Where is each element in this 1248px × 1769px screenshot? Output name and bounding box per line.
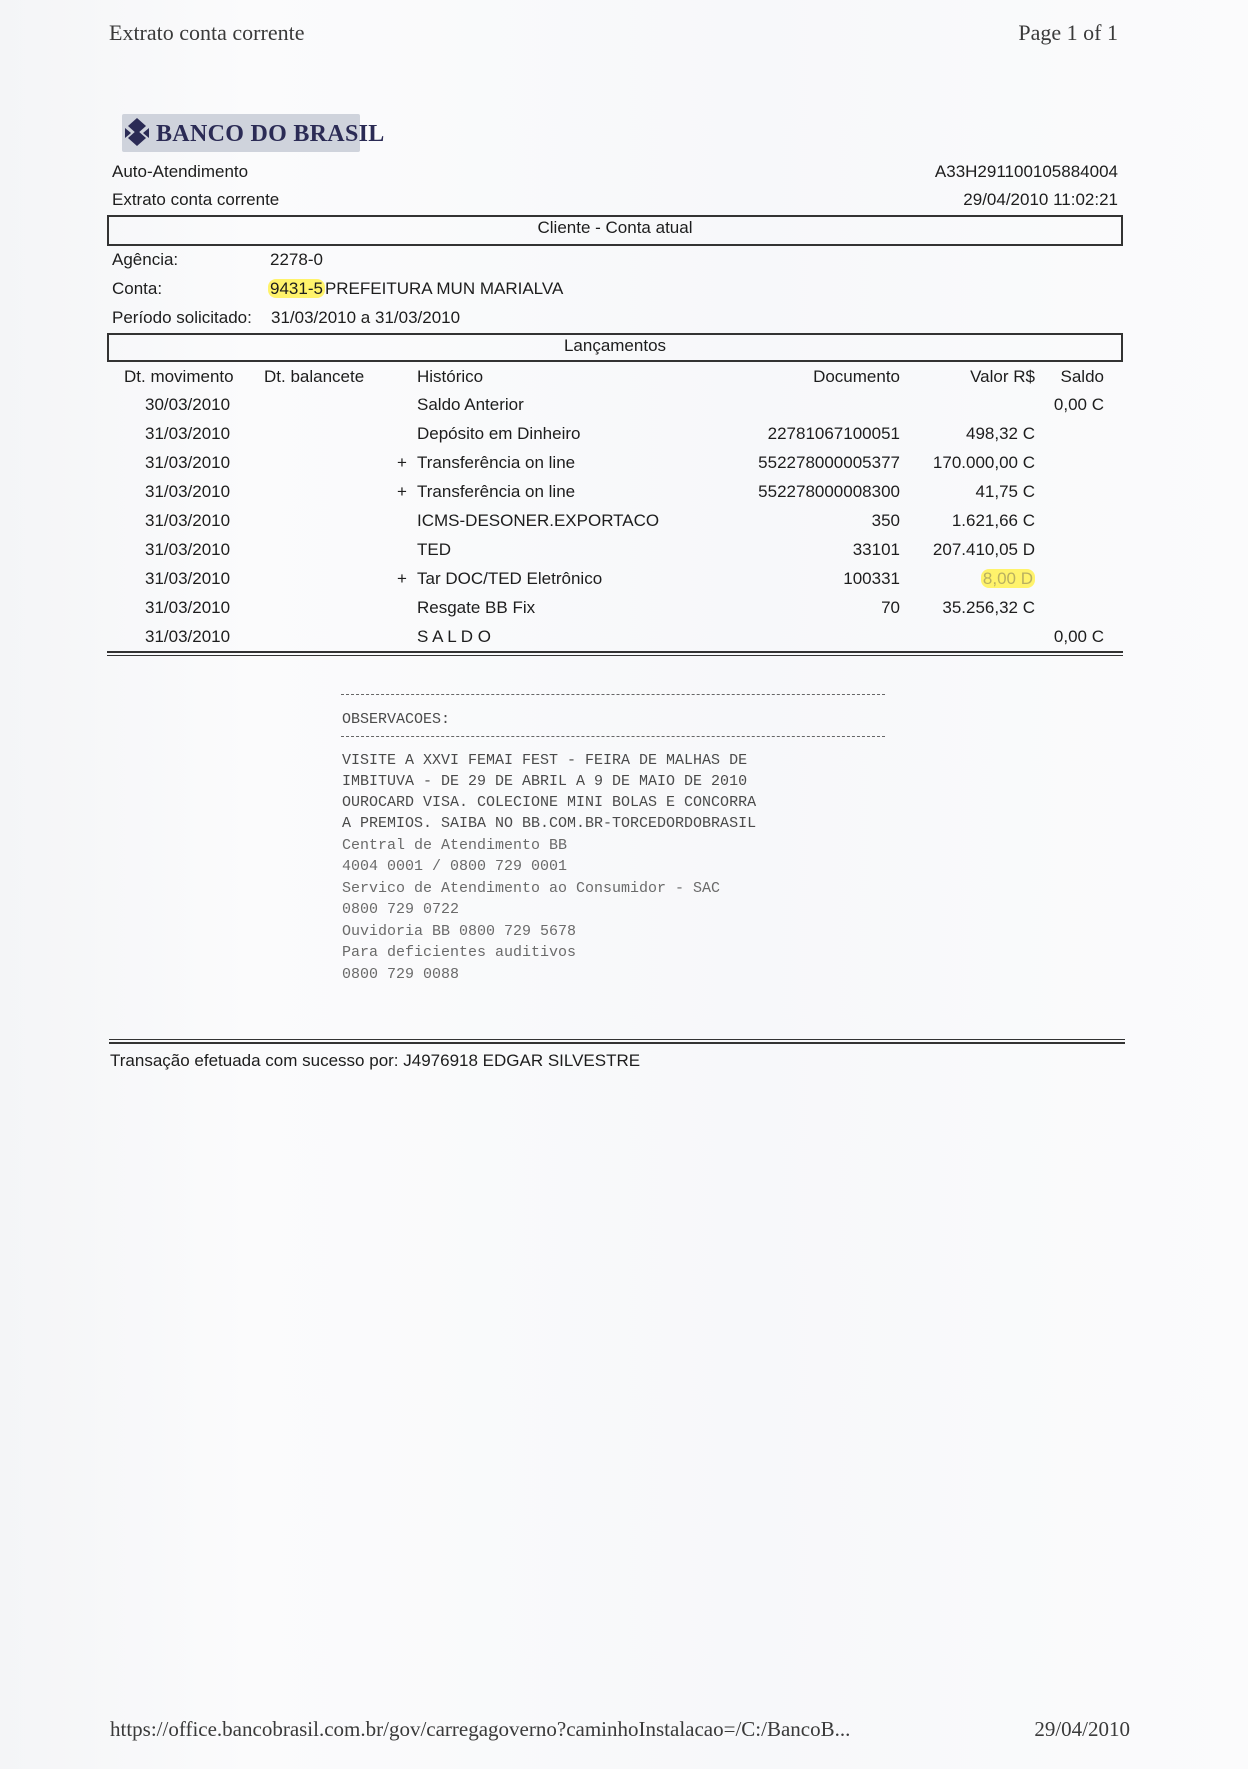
table-row <box>0 453 1248 482</box>
col-historico: Histórico <box>417 367 484 386</box>
col-documento: Documento <box>813 367 900 386</box>
row-historico: Resgate BB Fix <box>417 598 536 617</box>
row-historico: Transferência on line <box>417 482 576 501</box>
transaction-status: Transação efetuada com sucesso por: J4976918 EDGAR SILVESTRE <box>110 1051 641 1070</box>
row-historico: S A L D O <box>417 627 492 646</box>
row-dt-movimento: 31/03/2010 <box>145 511 231 530</box>
col-dt-balancete: Dt. balancete <box>264 367 365 386</box>
obs-line: OUROCARD VISA. COLECIONE MINI BOLAS E CONCORRA <box>342 794 757 811</box>
print-header-page-counter: Page 1 of 1 <box>1018 20 1118 45</box>
row-historico: ICMS-DESONER.EXPORTACO <box>417 511 660 530</box>
row-valor <box>981 569 1035 589</box>
table-row <box>0 511 1248 540</box>
entries-box-title: Lançamentos <box>563 336 667 355</box>
obs-line: VISITE A XXVI FEMAI FEST - FEIRA DE MALHAS DE <box>342 752 748 769</box>
row-historico: Depósito em Dinheiro <box>417 424 581 443</box>
agency-label: Agência: <box>112 250 179 269</box>
col-valor: Valor R$ <box>970 367 1035 386</box>
obs-line: IMBITUVA - DE 29 DE ABRIL A 9 DE MAIO DE 2010 <box>342 773 748 790</box>
row-documento: 552278000005377 <box>758 453 900 472</box>
row-dt-movimento: 31/03/2010 <box>145 424 231 443</box>
row-saldo: 0,00 C <box>1053 627 1104 646</box>
row-documento: 33101 <box>852 540 900 559</box>
row-valor-highlighted: 8,00 D <box>982 569 1033 588</box>
obs-line: 0800 729 0722 <box>342 901 460 918</box>
table-bottom-rule <box>107 651 1123 653</box>
obs-line: Central de Atendimento BB <box>342 837 568 854</box>
print-footer-date: 29/04/2010 <box>1034 1717 1130 1741</box>
row-dt-movimento: 31/03/2010 <box>145 627 231 646</box>
account-name: PREFEITURA MUN MARIALVA <box>324 279 564 298</box>
client-box-title: Cliente - Conta atual <box>537 218 693 237</box>
footer-rule-thin <box>109 1039 1125 1040</box>
row-marker: + <box>397 569 407 588</box>
footer-rule <box>109 1042 1125 1044</box>
agency-value: 2278-0 <box>270 250 323 269</box>
row-valor: 35.256,32 C <box>942 598 1035 617</box>
col-saldo: Saldo <box>1060 367 1104 386</box>
print-header-title: Extrato conta corrente <box>109 20 305 45</box>
period-value: 31/03/2010 a 31/03/2010 <box>271 308 461 327</box>
account-label: Conta: <box>112 279 163 298</box>
table-row <box>0 482 1248 511</box>
statement-label: Extrato conta corrente <box>112 190 280 209</box>
bank-logo-icon <box>122 116 152 148</box>
client-box <box>107 215 1123 246</box>
obs-line: Ouvidoria BB 0800 729 5678 <box>342 923 577 940</box>
row-documento: 350 <box>871 511 900 530</box>
row-dt-movimento: 31/03/2010 <box>145 540 231 559</box>
row-documento: 100331 <box>843 569 900 588</box>
table-row <box>0 424 1248 453</box>
row-valor: 498,32 C <box>966 424 1035 443</box>
row-valor: 170.000,00 C <box>932 453 1035 472</box>
row-historico: Transferência on line <box>417 453 576 472</box>
row-marker: + <box>397 453 407 472</box>
table-bottom-rule-thin <box>107 655 1123 656</box>
obs-line: Para deficientes auditivos <box>342 944 577 961</box>
bank-logo-text: BANCO DO BRASIL <box>156 121 385 147</box>
obs-line: 4004 0001 / 0800 729 0001 <box>342 858 568 875</box>
row-dt-movimento: 31/03/2010 <box>145 598 231 617</box>
account-value <box>268 279 563 299</box>
row-documento: 70 <box>881 598 900 617</box>
row-dt-movimento: 30/03/2010 <box>145 395 231 414</box>
row-dt-movimento: 31/03/2010 <box>145 569 231 588</box>
table-row <box>0 569 1248 598</box>
bank-logo <box>122 114 385 152</box>
row-saldo: 0,00 C <box>1053 395 1104 414</box>
period-label: Período solicitado: <box>112 308 252 327</box>
row-valor: 41,75 C <box>975 482 1035 501</box>
row-documento: 552278000008300 <box>758 482 900 501</box>
row-historico: TED <box>417 540 451 559</box>
row-documento: 22781067100051 <box>767 424 900 443</box>
obs-divider-bottom <box>341 736 885 737</box>
account-number: 9431-5 <box>270 279 323 298</box>
row-historico: Saldo Anterior <box>417 395 524 414</box>
row-historico: Tar DOC/TED Eletrônico <box>417 569 603 588</box>
table-row <box>0 395 1248 424</box>
obs-line: A PREMIOS. SAIBA NO BB.COM.BR-TORCEDORDOBRASIL <box>342 815 757 832</box>
statement-code: A33H291100105884004 <box>934 162 1118 181</box>
row-valor: 1.621,66 C <box>951 511 1035 530</box>
col-dt-movimento: Dt. movimento <box>124 367 234 386</box>
row-dt-movimento: 31/03/2010 <box>145 482 231 501</box>
table-row <box>0 598 1248 627</box>
table-row <box>0 540 1248 569</box>
obs-line: Servico de Atendimento ao Consumidor - SAC <box>342 880 721 897</box>
obs-title: OBSERVACOES: <box>342 711 451 728</box>
row-valor: 207.410,05 D <box>932 540 1035 559</box>
entries-box <box>107 333 1123 362</box>
obs-line: 0800 729 0088 <box>342 966 460 983</box>
print-footer-url: https://office.bancobrasil.com.br/gov/carregagoverno?caminhoInstalacao=/C:/BancoB... <box>110 1717 851 1741</box>
statement-datetime: 29/04/2010 11:02:21 <box>963 190 1118 209</box>
row-marker: + <box>397 482 407 501</box>
section-label: Auto-Atendimento <box>112 162 249 181</box>
obs-divider-top <box>341 694 885 695</box>
row-dt-movimento: 31/03/2010 <box>145 453 231 472</box>
